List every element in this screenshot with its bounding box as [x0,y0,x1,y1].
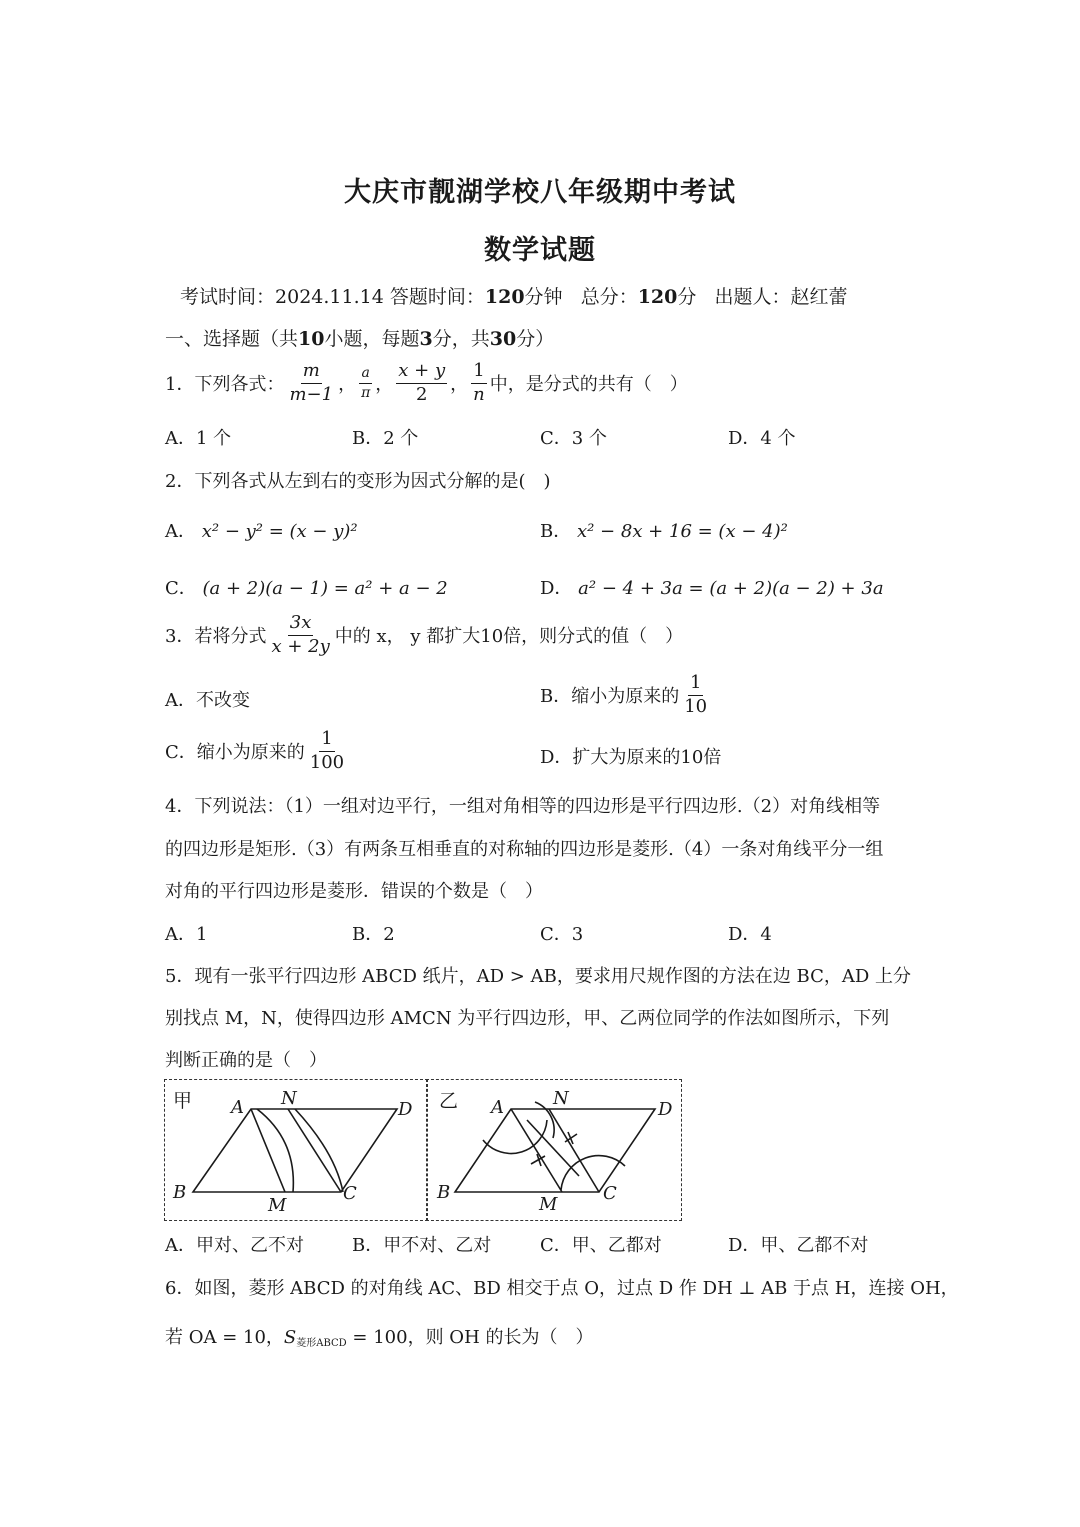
author-label: 出题人： [714,286,791,308]
q1-prefix: 1．下列各式： [165,374,285,396]
question-3: 3．若将分式 $\frac{3x}{x + 2y}$ 中的 x， y 都扩大10倍，则分式的值（ ） [165,612,684,657]
parallelogram-abcd [193,1109,397,1192]
section-total: 30 [489,328,517,350]
answer-time-label: 答题时间： [389,286,485,308]
q2-option-c: C． (a + 2)(a − 1) = a² + a − 2 [165,578,448,599]
q5-option-d: D．甲、乙都不对 [728,1235,869,1256]
page-title: 大庆市靓湖学校八年级期中考试 [344,177,736,208]
author: 赵红蕾 [790,286,848,308]
q3-option-b: B．缩小为原来的 $\frac{1}{10}$ [540,672,708,717]
label-d: D [398,1099,413,1120]
q2-option-d: D． a² − 4 + 3a = (a + 2)(a − 2) + 3a [540,578,884,599]
q3-option-c: C．缩小为原来的 $\frac{1}{100}$ [165,728,345,773]
q6-line-2: 若 OA = 10，$S_{菱形ABCD} = 100$，则 OH 的长为（ ） [165,1327,594,1349]
q1-option-c: C．3 个 [540,428,607,449]
total-label: 总分： [580,286,638,308]
answer-time: 120 [484,286,525,308]
label-d: D [658,1099,673,1120]
q5-line-1: 5．现有一张平行四边形 ABCD 纸片，AD > AB，要求用尺规作图的方法在边 BC，AD 上分 [165,966,912,987]
q1-option-d: D．4 个 [728,428,796,449]
q1-option-b: B．2 个 [352,428,419,449]
q5-line-2: 别找点 M，N，使得四边形 AMCN 为平行四边形，甲、乙两位同学的作法如图所示，下列 [165,1008,890,1029]
segment-am [251,1109,285,1192]
label-n: N [281,1088,297,1109]
q4-line-3: 对角的平行四边形是菱形．错误的个数是（ ） [165,881,543,902]
segment-cn [549,1109,599,1192]
exam-time: 2024.11.14 [275,286,384,308]
figure-jia-label: 甲 [173,1090,193,1112]
figure-yi [426,1079,682,1221]
section-text-2: 小题，每题 [324,328,420,350]
arc-1 [257,1109,293,1192]
arc-2 [295,1109,343,1192]
label-a: A [491,1097,504,1118]
exam-info [180,282,848,309]
q5-option-c: C．甲、乙都对 [540,1235,662,1256]
label-m: M [539,1194,558,1215]
q1-fraction-4: $\frac{1}{n}$ [473,360,485,405]
q4-option-d: D．4 [728,924,772,945]
question-1: 1．下列各式： $\frac{m}{m-1}$ ， $\frac{a}{\pi}$ ， $\frac{x + y}{2}$ ， $\frac{1}{n}$ 中，是分式的共有（ ） [165,360,688,405]
q1-fraction-3: $\frac{x + y}{2}$ [398,360,446,405]
label-c: C [603,1183,617,1204]
q5-option-b: B．甲不对、乙对 [352,1235,492,1256]
q5-option-a: A．甲对、乙不对 [165,1235,304,1256]
label-b: B [437,1182,451,1203]
q4-option-c: C．3 [540,924,584,945]
label-a: A [231,1097,244,1118]
q1-fraction-2: $\frac{a}{\pi}$ [361,365,371,401]
q4-line-2: 的四边形是矩形.（3）有两条互相垂直的对称轴的四边形是菱形.（4）一条对角线平分一组 [165,839,884,860]
q1-fraction-1: $\frac{m}{m-1}$ [289,360,334,405]
q3-fraction: $\frac{3x}{x + 2y}$ [271,612,330,657]
section-heading [165,324,554,351]
section-text-4: 分） [516,328,555,350]
segment-cn [288,1109,341,1192]
q2-option-a: A． x² − y² = (x − y)² [165,521,358,542]
section-heading-text: 一、选择题（共 [165,328,299,350]
q4-option-b: B．2 [352,924,395,945]
section-per: 3 [419,328,433,350]
q6-line-1: 6．如图，菱形 ABCD 的对角线 AC、BD 相交于点 O，过点 D 作 DH ⊥ AB 于点 H，连接 OH， [165,1278,959,1299]
question-2: 2．下列各式从左到右的变形为因式分解的是( ) [165,471,551,492]
q2-option-b: B． x² − 8x + 16 = (x − 4)² [540,521,788,542]
label-b: B [173,1182,187,1203]
section-text-3: 分，共 [432,328,490,350]
q1-suffix: 中，是分式的共有（ ） [489,374,688,396]
section-count: 10 [298,328,325,350]
q3-option-a: A．不改变 [165,690,250,711]
total-score: 120 [637,286,678,308]
q3-option-d: D．扩大为原来的10倍 [540,747,722,768]
label-c: C [343,1183,357,1204]
total-unit: 分 [677,286,697,308]
q4-line-1: 4．下列说法：（1）一组对边平行，一组对角相等的四边形是平行四边形.（2）对角线相等 [165,796,881,817]
page-subtitle: 数学试题 [484,235,596,266]
answer-time-unit: 分钟 [524,286,563,308]
q5-line-3: 判断正确的是（ ） [165,1050,327,1071]
exam-time-label: 考试时间： [180,286,276,308]
label-m: M [268,1195,287,1216]
q4-option-a: A．1 [165,924,208,945]
figure-yi-label: 乙 [439,1090,459,1112]
figure-jia [164,1079,428,1221]
q1-option-a: A．1 个 [165,428,232,449]
label-n: N [553,1088,569,1109]
